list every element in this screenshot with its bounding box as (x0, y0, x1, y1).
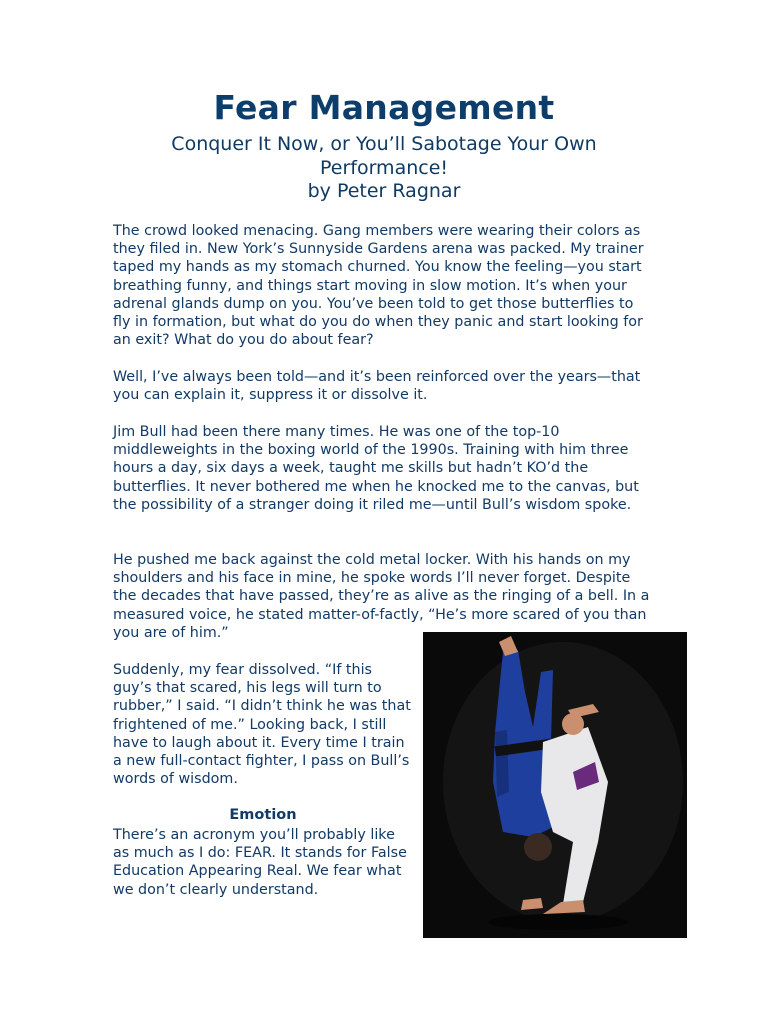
article-byline: by Peter Ragnar (307, 180, 461, 202)
judo-throw-photo (423, 632, 687, 938)
paragraph-5: Suddenly, my fear dissolved. “If this guy’s that scared, his legs will turn to rubber,” I said. “I didn’t think he was that frightened of me.” Looking back, I still have to laugh about it. Every time I train a new full-contact fighter, I pass on Bull’s words of wisdom. (113, 662, 411, 788)
article-title: Fear Management (213, 88, 555, 127)
paragraph-2: Well, I’ve always been told—and it’s been reinforced over the years—that you can explain it, suppress it or dissolve it. (113, 369, 641, 404)
judo-photo-illustration (423, 632, 687, 938)
article-subtitle: Conquer It Now, or You’ll Sabotage Your Own Performance! (171, 133, 597, 179)
section-heading-emotion: Emotion (229, 807, 297, 823)
paragraph-3: Jim Bull had been there many times. He was one of the top-10 middleweights in the boxing world of the 1990s. Training with him three hours a day, six days a week, taught me skills but hadn’t KO’d the butterflies. It never bothered me when he knocked me to the canvas, but the possibility of a stranger doing it riled me—until Bull’s wisdom spoke. (113, 424, 639, 513)
paragraph-4: He pushed me back against the cold metal locker. With his hands on my shoulders and his face in mine, he spoke words I’ll never forget. Despite the decades that have passed, they’re as alive as the ringing of a bell. In a measured voice, he stated matter-of-factly, “He’s more scared of you than you are of him.” (113, 552, 650, 641)
section-paragraph: There’s an acronym you’ll probably like as much as I do: FEAR. It stands for False Education Appearing Real. We fear what we don’t clearly understand. (113, 827, 407, 898)
paragraph-1: The crowd looked menacing. Gang members were wearing their colors as they filed in. New York’s Sunnyside Gardens arena was packed. My trainer taped my hands as my stomach churned. You know the feeling—you start breathing funny, and things start moving in slow motion. It’s when your adrenal glands dump on you. You’ve been told to get those butterflies to fly in formation, but what do you do when they panic and start looking for an exit? What do you do about fear? (113, 223, 644, 349)
